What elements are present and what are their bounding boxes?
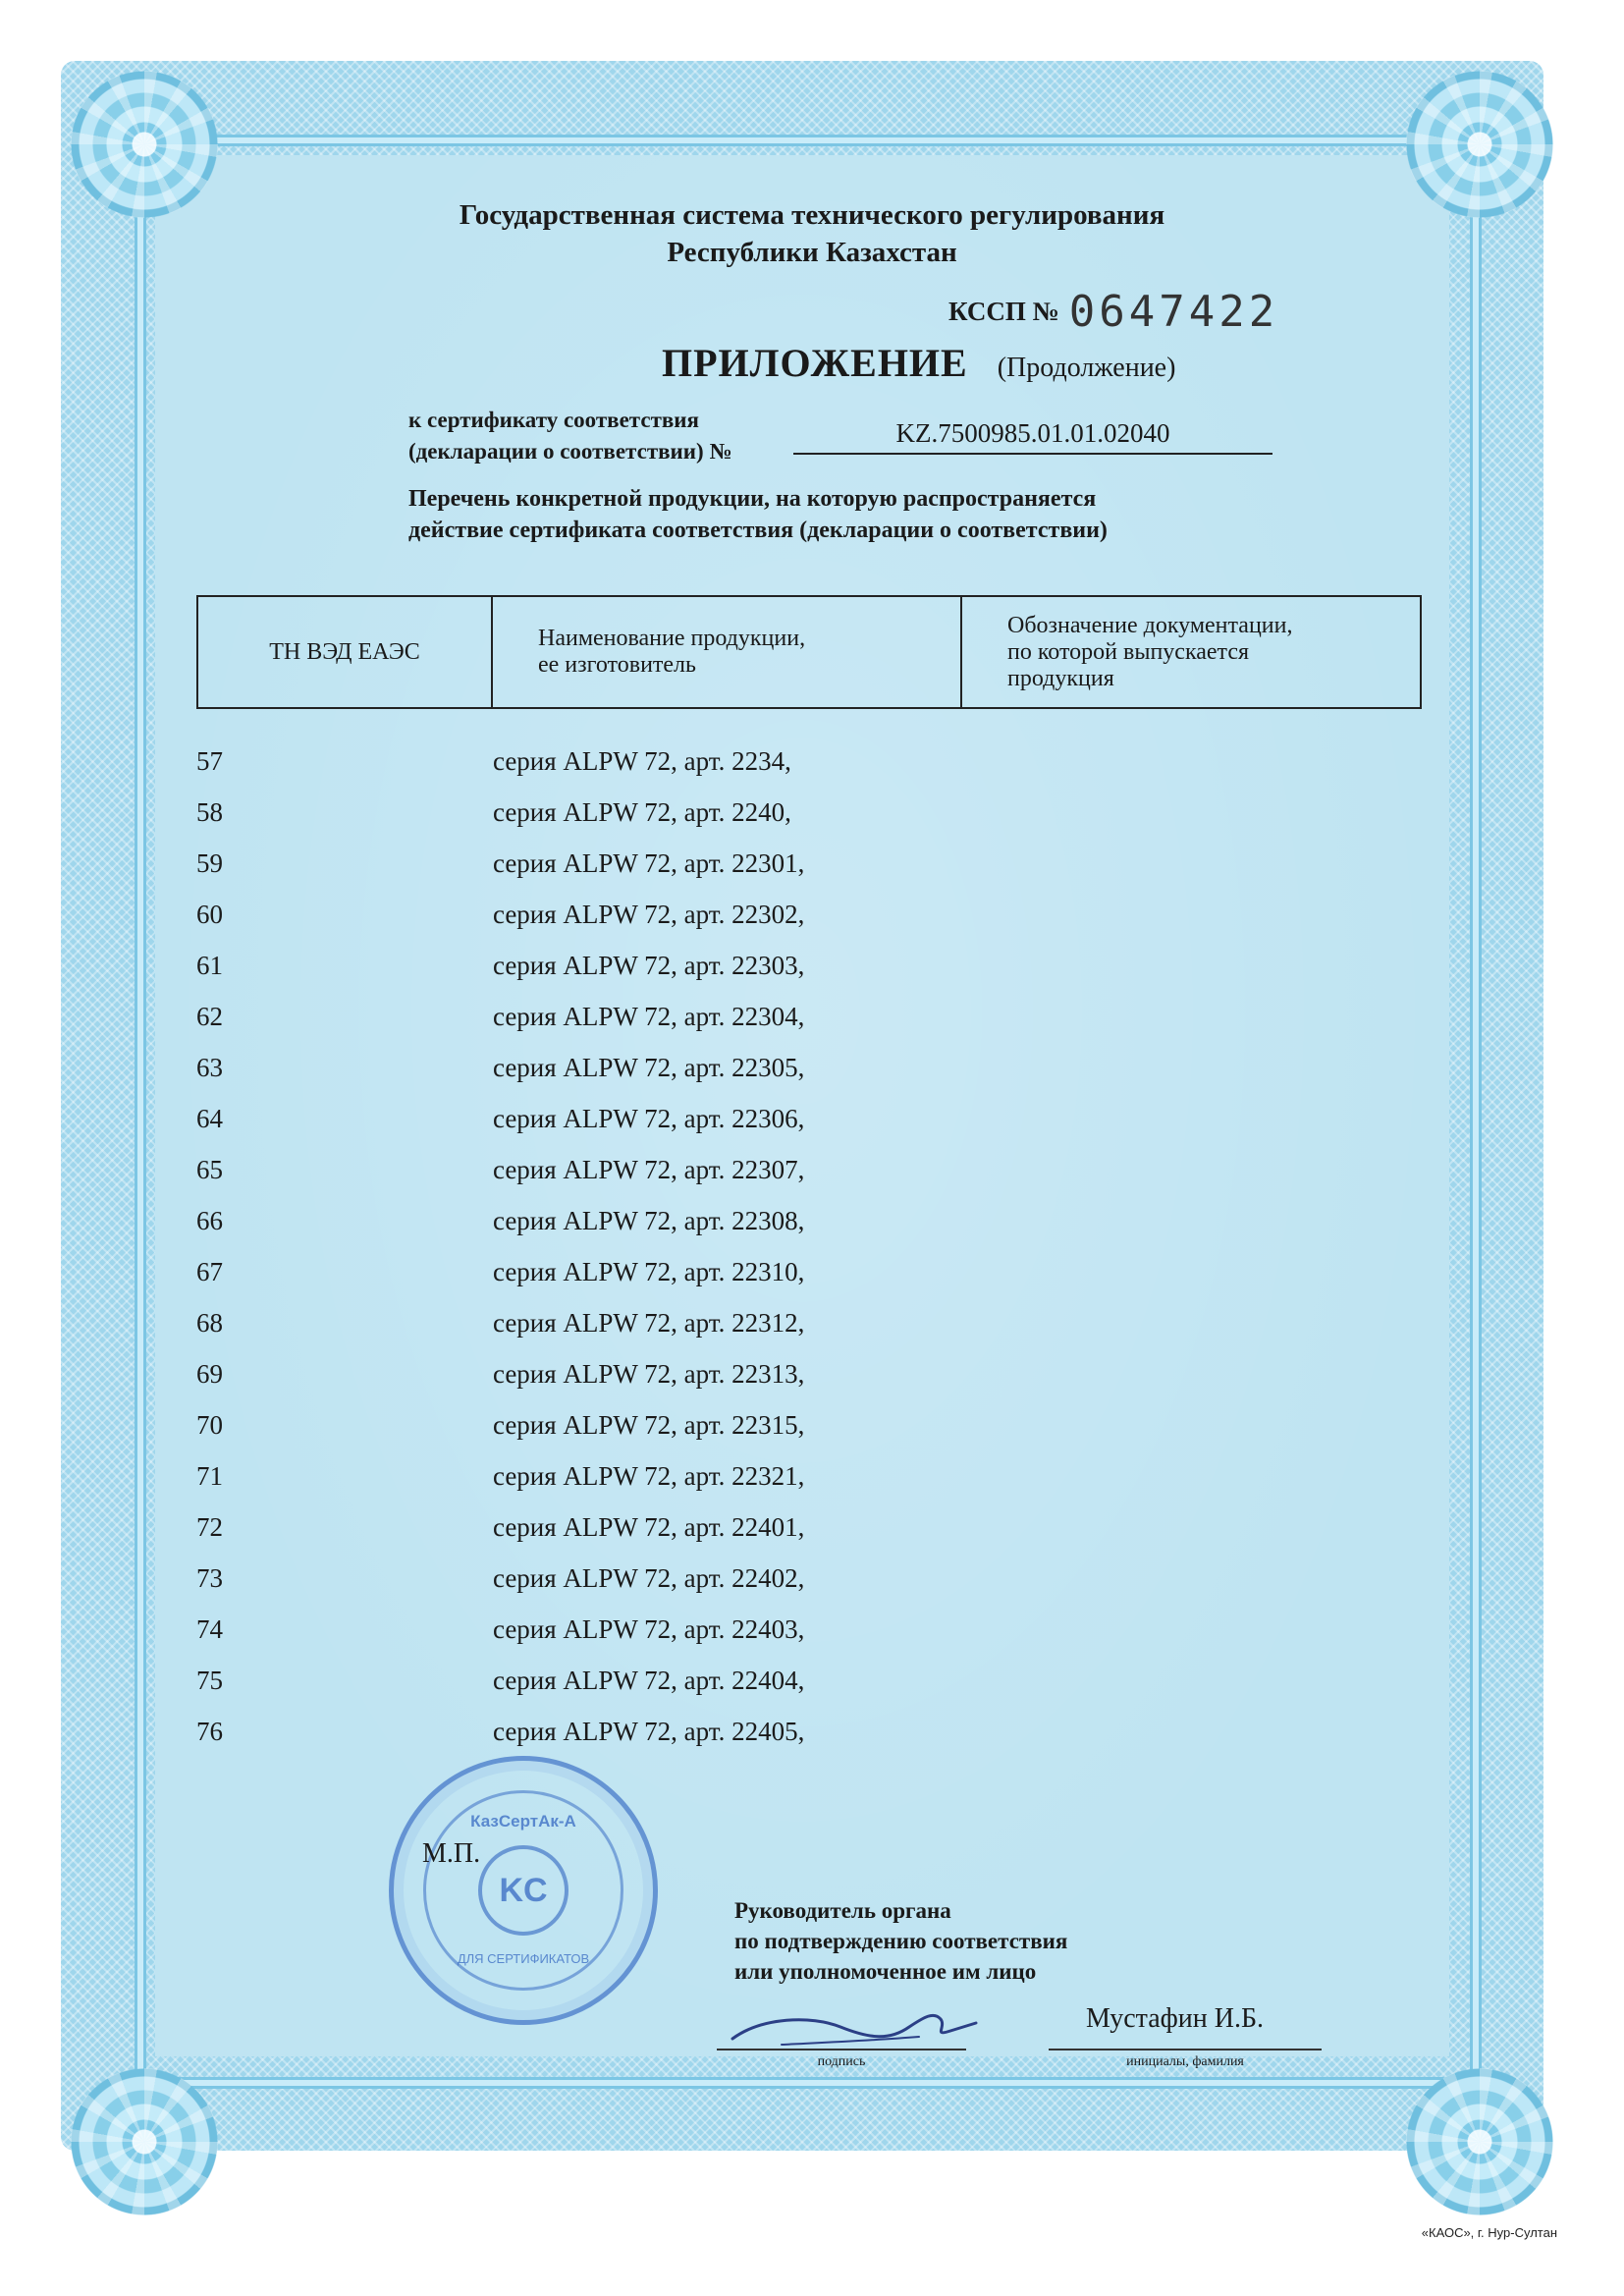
- row-number: 57: [196, 746, 223, 776]
- table-row: [196, 797, 1422, 848]
- row-number: 60: [196, 900, 223, 929]
- row-number: 64: [196, 1104, 223, 1133]
- column-header-doc-line-3: продукция: [1007, 665, 1114, 691]
- row-product: серия ALPW 72, арт. 22313,: [493, 1359, 805, 1389]
- signatory-title: [734, 1895, 1067, 1987]
- scope-line-2: действие сертификата соответствия (декларации о соответствии): [408, 518, 1108, 543]
- rosette-icon: [71, 2068, 218, 2215]
- signatory-line-1: Руководитель органа: [734, 1898, 951, 1923]
- table-row: [196, 951, 1422, 1002]
- row-product: серия ALPW 72, арт. 22405,: [493, 1717, 805, 1746]
- table-row: [196, 1717, 1422, 1768]
- table-header: [196, 595, 1422, 709]
- row-number: 68: [196, 1308, 223, 1338]
- to-certificate-line-1: к сертификату соответствия: [408, 408, 699, 432]
- row-number: 62: [196, 1002, 223, 1031]
- row-number: 75: [196, 1666, 223, 1695]
- row-product: серия ALPW 72, арт. 22403,: [493, 1614, 805, 1644]
- certificate-number-label: КССП №: [948, 297, 1059, 326]
- table-row: [196, 1257, 1422, 1308]
- table-row: [196, 1206, 1422, 1257]
- header-line-1: Государственная система технического регулирования: [459, 199, 1165, 231]
- table-row: [196, 1155, 1422, 1206]
- column-header-documentation: [962, 597, 1420, 707]
- document-title: [662, 340, 1175, 386]
- row-product: серия ALPW 72, арт. 22401,: [493, 1512, 805, 1542]
- publisher-imprint: «КАОС», г. Нур-Султан: [1421, 2225, 1557, 2240]
- certificate-number: [948, 287, 1278, 337]
- column-header-tnved: ТН ВЭД ЕАЭС: [198, 597, 493, 707]
- row-product: серия ALPW 72, арт. 22321,: [493, 1461, 805, 1491]
- row-number: 73: [196, 1563, 223, 1593]
- scope-line-1: Перечень конкретной продукции, на которую распространяется: [408, 486, 1097, 512]
- row-number: 65: [196, 1155, 223, 1184]
- declaration-number: KZ.7500985.01.01.02040: [793, 418, 1272, 455]
- row-product: серия ALPW 72, арт. 22308,: [493, 1206, 805, 1235]
- official-seal: [389, 1756, 658, 2025]
- column-header-product-line-2: ее изготовитель: [538, 652, 696, 678]
- column-header-doc-line-1: Обозначение документации,: [1007, 612, 1293, 638]
- row-number: 76: [196, 1717, 223, 1746]
- seal-bottom-text: ДЛЯ СЕРТИФИКАТОВ: [457, 1951, 590, 1966]
- row-number: 69: [196, 1359, 223, 1389]
- to-certificate-label: [408, 405, 732, 467]
- row-product: серия ALPW 72, арт. 22305,: [493, 1053, 805, 1082]
- row-number: 63: [196, 1053, 223, 1082]
- name-caption: инициалы, фамилия: [1126, 2054, 1244, 2069]
- certificate-number-value: 0647422: [1068, 287, 1279, 337]
- signatory-name: Мустафин И.Б.: [1086, 2003, 1265, 2034]
- row-number: 70: [196, 1410, 223, 1440]
- table-row: [196, 1104, 1422, 1155]
- name-line: [1049, 2049, 1322, 2050]
- product-list: [196, 746, 1422, 1768]
- table-row: [196, 1614, 1422, 1666]
- table-row: [196, 1461, 1422, 1512]
- row-number: 59: [196, 848, 223, 878]
- row-product: серия ALPW 72, арт. 22304,: [493, 1002, 805, 1031]
- row-product: серия ALPW 72, арт. 22310,: [493, 1257, 805, 1286]
- title-main: ПРИЛОЖЕНИЕ: [662, 341, 968, 385]
- row-number: 74: [196, 1614, 223, 1644]
- table-row: [196, 1053, 1422, 1104]
- to-certificate-line-2: (декларации о соответствии) №: [408, 439, 732, 464]
- table-row: [196, 1308, 1422, 1359]
- row-number: 66: [196, 1206, 223, 1235]
- table-row: [196, 900, 1422, 951]
- rosette-icon: [71, 71, 218, 218]
- rosette-icon: [1406, 2068, 1553, 2215]
- column-header-product: [493, 597, 962, 707]
- scope-statement: [408, 483, 1108, 546]
- header-line-2: Республики Казахстан: [667, 237, 957, 268]
- column-header-product-line-1: Наименование продукции,: [538, 626, 806, 651]
- rosette-icon: [1406, 71, 1553, 218]
- row-product: серия ALPW 72, арт. 22303,: [493, 951, 805, 980]
- signatory-line-3: или уполномоченное им лицо: [734, 1959, 1037, 1984]
- row-product: серия ALPW 72, арт. 22301,: [493, 848, 805, 878]
- handwritten-signature: [723, 1997, 988, 2056]
- table-row: [196, 746, 1422, 797]
- row-number: 61: [196, 951, 223, 980]
- signature-caption: подпись: [817, 2054, 866, 2069]
- table-row: [196, 1666, 1422, 1717]
- row-product: серия ALPW 72, арт. 22402,: [493, 1563, 805, 1593]
- table-row: [196, 848, 1422, 900]
- table-row: [196, 1512, 1422, 1563]
- row-product: серия ALPW 72, арт. 2234,: [493, 746, 791, 776]
- row-product: серия ALPW 72, арт. 22315,: [493, 1410, 805, 1440]
- row-product: серия ALPW 72, арт. 22306,: [493, 1104, 805, 1133]
- title-sub: (Продолжение): [997, 353, 1176, 383]
- seal-emblem-icon: KC: [478, 1845, 568, 1936]
- table-row: [196, 1359, 1422, 1410]
- row-product: серия ALPW 72, арт. 22307,: [493, 1155, 805, 1184]
- table-row: [196, 1410, 1422, 1461]
- signature-line: [717, 2049, 966, 2050]
- row-product: серия ALPW 72, арт. 22404,: [493, 1666, 805, 1695]
- seal-place-mark: М.П.: [422, 1838, 481, 1869]
- table-row: [196, 1002, 1422, 1053]
- row-number: 67: [196, 1257, 223, 1286]
- row-number: 71: [196, 1461, 223, 1491]
- row-product: серия ALPW 72, арт. 22312,: [493, 1308, 805, 1338]
- column-header-doc-line-2: по которой выпускается: [1007, 638, 1250, 665]
- row-product: серия ALPW 72, арт. 2240,: [493, 797, 791, 827]
- row-number: 58: [196, 797, 223, 827]
- row-number: 72: [196, 1512, 223, 1542]
- table-row: [196, 1563, 1422, 1614]
- row-product: серия ALPW 72, арт. 22302,: [493, 900, 805, 929]
- signatory-line-2: по подтверждению соответствия: [734, 1929, 1068, 1953]
- seal-top-text: КазСертАк-А: [470, 1812, 576, 1831]
